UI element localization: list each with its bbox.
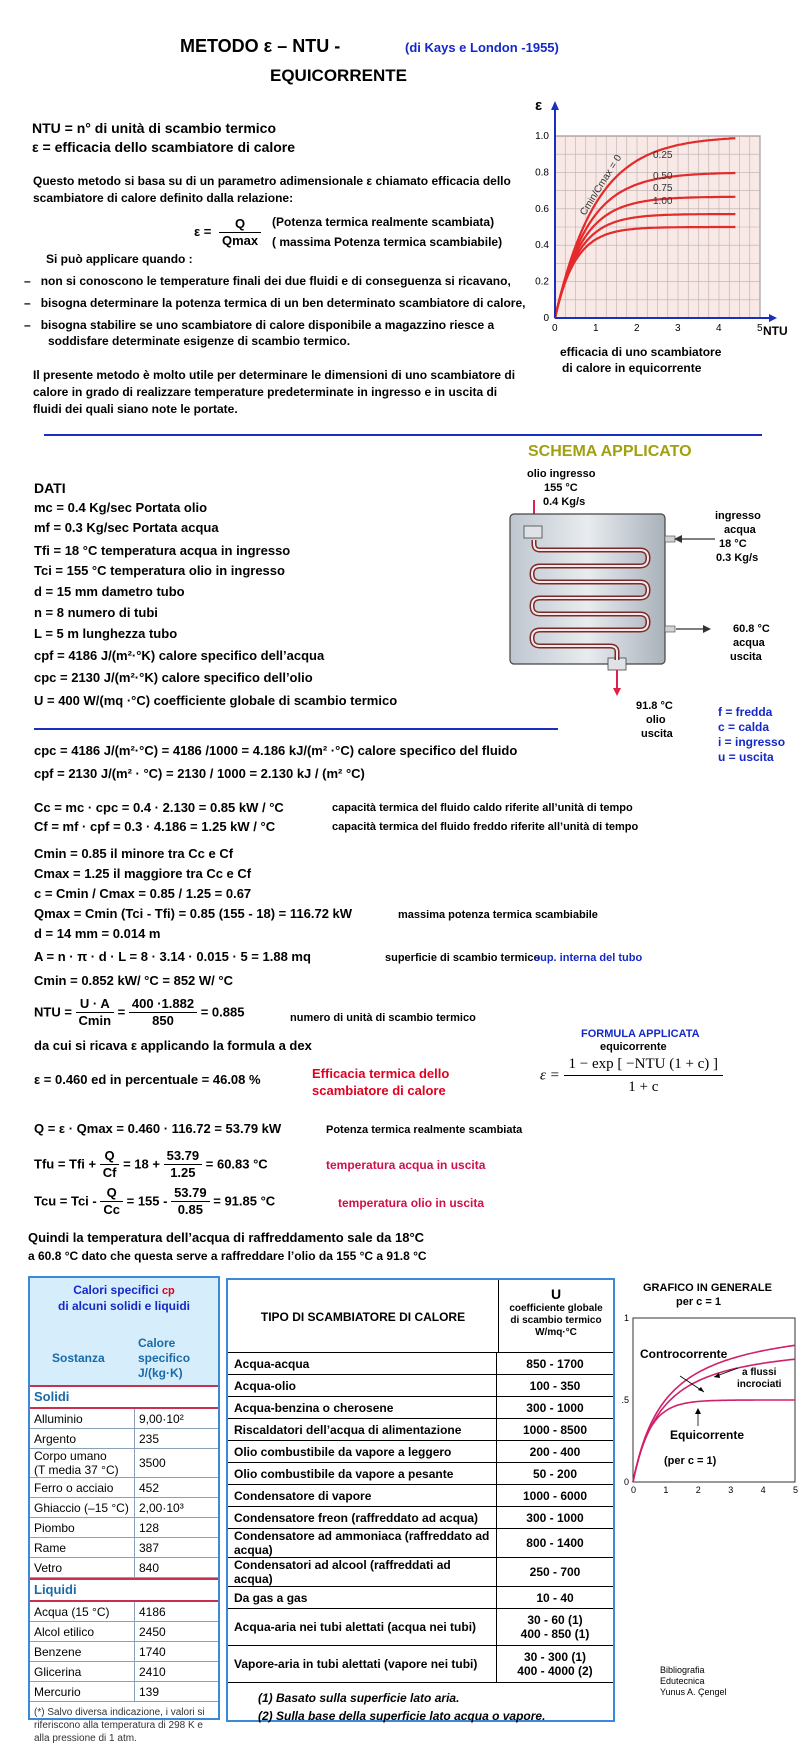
tfu-d2: 1.25 xyxy=(170,1165,196,1180)
c2-y-tick-label: 0 xyxy=(623,1477,629,1487)
sh-title-a: Calori specifici xyxy=(73,1283,159,1297)
row-label: Alcol etilico xyxy=(30,1622,135,1642)
row-value: 1000 - 6000 xyxy=(497,1485,614,1507)
biblio-l3: Yunus A. Çengel xyxy=(660,1687,727,1697)
legend-c: c = calda xyxy=(718,720,770,734)
schema-title: SCHEMA APPLICATO xyxy=(528,443,692,460)
c2-x-tick-label: 1 xyxy=(663,1485,669,1495)
row-label: Olio combustibile da vapore a leggero xyxy=(228,1441,497,1463)
bullet-2: – bisogna determinare la potenza termica di un ben determinato scambiatore di calore, xyxy=(24,296,526,310)
dati-row-1: mc = 0.4 Kg/sec Portata olio xyxy=(34,500,208,515)
ntu-definition: NTU = n° di unità di scambio termico xyxy=(32,120,277,136)
formula-title: FORMULA APPLICATA xyxy=(581,1028,700,1040)
row-label: Condensatore ad ammoniaca (raffreddato ad acqua) xyxy=(228,1529,497,1558)
tcu-mid: = 155 - xyxy=(126,1193,168,1209)
tfu-fd: Cf xyxy=(102,1165,117,1180)
oil-out-l1: 91.8 °C xyxy=(636,700,673,712)
bullet-3: – bisogna stabilire se uno scambiatore di calore disponibile a magazzino riesce a xyxy=(24,318,495,332)
dati-row-2: mf = 0.3 Kg/sec Portata acqua xyxy=(34,520,219,535)
applicable-label: Si può applicare quando : xyxy=(46,252,193,266)
sh-section-solids: Solidi xyxy=(30,1387,218,1409)
ntu-den1: Cmin xyxy=(78,1013,112,1028)
effectiveness-chart xyxy=(525,98,795,378)
calc-q-note: Potenza termica realmente scambiata xyxy=(326,1124,523,1136)
c2-x-tick-label: 4 xyxy=(760,1485,766,1495)
oil-in-l2: 155 °C xyxy=(544,482,578,494)
row-label: Acqua-acqua xyxy=(228,1353,497,1375)
formula-sub: equicorrente xyxy=(600,1041,667,1053)
sh-liquids-rows xyxy=(30,1602,218,1702)
efficacia-l1: Efficacia termica dello xyxy=(312,1066,450,1081)
row-value: 1740 xyxy=(135,1642,219,1662)
x-tick-label: 1 xyxy=(593,323,599,334)
calc-cmin2: Cmin = 0.852 kW/ °C = 852 W/ °C xyxy=(34,973,233,988)
row-label: Ghiaccio (–15 °C) xyxy=(30,1498,135,1518)
row-value: 2410 xyxy=(135,1662,219,1682)
row-value: 30 - 60 (1) 400 - 850 (1) xyxy=(497,1609,614,1646)
row-label: Ferro o acciaio xyxy=(30,1478,135,1498)
table-row xyxy=(228,1353,613,1375)
calc-cc-note: capacità termica del fluido caldo riferite all’unità di tempo xyxy=(332,802,633,814)
row-value: 387 xyxy=(135,1538,219,1558)
calc-area-note2: sup. interna del tubo xyxy=(534,952,643,964)
row-value: 30 - 300 (1) 400 - 4000 (2) xyxy=(497,1646,614,1683)
table-row xyxy=(30,1449,218,1478)
x-tick-label: 0 xyxy=(552,323,558,334)
tcu-n2: 53.79 xyxy=(171,1185,210,1202)
tfu-result: = 60.83 °C xyxy=(205,1156,268,1172)
bibliography xyxy=(660,1665,727,1698)
table-row xyxy=(30,1518,218,1538)
calc-cf: Cf = mf · cpf = 0.3 · 4.186 = 1.25 kW / °C xyxy=(34,819,276,834)
row-label: Condensatori ad alcool (raffreddati ad acqua) xyxy=(228,1558,497,1587)
sh-col-sostanza: Sostanza xyxy=(52,1351,105,1365)
calc-ntu xyxy=(34,996,244,1029)
calc-area-note: superficie di scambio termico xyxy=(385,952,541,964)
ut-note2: (2) Sulla base della superficie lato acqua o vapore. xyxy=(258,1709,546,1723)
sh-footnote: (*) Salvo diversa indicazione, i valori si riferiscono alla temperatura di 298 K e alla pressione di 1 atm. xyxy=(34,1707,205,1744)
calc-cf-note: capacità termica del fluido freddo riferite all’unità di tempo xyxy=(332,821,639,833)
ut-head-u-l4: W/mq·°C xyxy=(535,1327,577,1338)
dati-row-6: n = 8 numero di tubi xyxy=(34,605,158,620)
sh-solids-rows xyxy=(30,1409,218,1578)
c2-y-tick-label: 1 xyxy=(623,1313,629,1323)
series-label-c100: 1.00 xyxy=(653,196,673,207)
c2-x-tick-label: 3 xyxy=(728,1485,734,1495)
table-row xyxy=(228,1609,613,1646)
row-label: Riscaldatori dell’acqua di alimentazione xyxy=(228,1419,497,1441)
bullet-2-text: bisogna determinare la potenza termica di un ben determinato scambiatore di calore, xyxy=(40,296,526,310)
x-tick-label: 4 xyxy=(716,323,722,334)
ut-note1: (1) Basato sulla superficie lato aria. xyxy=(258,1691,460,1705)
calc-eps-result: ε = 0.460 ed in percentuale = 46.08 % xyxy=(34,1072,261,1087)
intro-para2-l2: calore in grado di realizzare temperature predeterminate in ingresso e in uscita di xyxy=(33,385,498,399)
page-type: EQUICORRENTE xyxy=(270,66,407,85)
legend-u: u = uscita xyxy=(718,750,774,764)
dati-row-10: U = 400 W/(mq ·°C) coefficiente globale di scambio termico xyxy=(34,693,398,708)
oil-in-l1: olio ingresso xyxy=(527,468,596,480)
dati-row-7: L = 5 m lunghezza tubo xyxy=(34,626,178,641)
row-label: Corpo umano (T media 37 °C) xyxy=(30,1449,135,1478)
row-value: 850 - 1700 xyxy=(497,1353,614,1375)
y-tick-label: 0.4 xyxy=(535,240,549,252)
tfu-n2: 53.79 xyxy=(164,1148,203,1165)
table-row xyxy=(30,1429,218,1449)
table-row xyxy=(228,1485,613,1507)
formula-den: 1 + c xyxy=(628,1079,659,1095)
general-chart xyxy=(618,1310,803,1510)
sh-section-liquids: Liquidi xyxy=(30,1578,218,1602)
calc-cc: Cc = mc · cpc = 0.4 · 2.130 = 0.85 kW / °C xyxy=(34,800,284,815)
water-in-l2: acqua xyxy=(724,524,756,536)
row-label: Acqua-aria nei tubi alettati (acqua nei tubi) xyxy=(228,1609,497,1646)
conclusion-l1: Quindi la temperatura dell’acqua di raffreddamento sale da 18°C xyxy=(28,1230,425,1245)
row-label: Condensatore freon (raffreddato ad acqua) xyxy=(228,1507,497,1529)
dati-row-9: cpc = 2130 J/(m²·°K) calore specifico dell’olio xyxy=(34,670,313,685)
page-subtitle: (di Kays e London -1955) xyxy=(405,40,559,55)
ntu-lhs: NTU = xyxy=(34,1004,72,1020)
table-row xyxy=(228,1507,613,1529)
tfu-lhs: Tfu = Tfi + xyxy=(34,1156,97,1172)
calc-qmax-note: massima potenza termica scambiabile xyxy=(398,909,598,921)
series-label-c025: 0.25 xyxy=(653,150,673,161)
table-row xyxy=(30,1409,218,1429)
water-in-l4: 0.3 Kg/s xyxy=(716,552,759,564)
chart-caption-l1: efficacia di uno scambiatore xyxy=(560,345,722,359)
chart2-label-cross-l1: a flussi xyxy=(742,1367,777,1378)
table-row xyxy=(30,1498,218,1518)
ut-head-u-l2: coefficiente globale xyxy=(509,1303,603,1314)
row-value: 50 - 200 xyxy=(497,1463,614,1485)
tcu-note: temperatura olio in uscita xyxy=(338,1196,485,1210)
calc-cmin: Cmin = 0.85 il minore tra Cc e Cf xyxy=(34,846,234,861)
divider-2 xyxy=(34,728,558,730)
tcu-d2: 0.85 xyxy=(177,1202,203,1217)
row-label: Condensatore di vapore xyxy=(228,1485,497,1507)
c2-x-tick-label: 0 xyxy=(631,1485,637,1495)
tfu-note: temperatura acqua in uscita xyxy=(326,1158,486,1172)
efficacia-l2: scambiatore di calore xyxy=(312,1083,446,1098)
eps-denominator-note: ( massima Potenza termica scambiabile) xyxy=(272,235,503,249)
u-coefficient-table xyxy=(226,1278,615,1722)
row-value: 4186 xyxy=(135,1602,219,1622)
chart-xlabel: NTU xyxy=(763,324,788,338)
series-label-c050: 0.50 xyxy=(653,171,673,182)
row-value: 2,00·10³ xyxy=(135,1498,219,1518)
conclusion-l2: a 60.8 °C dato che questa serve a raffreddare l’olio da 155 °C a 91.8 °C xyxy=(28,1249,427,1263)
row-label: Argento xyxy=(30,1429,135,1449)
formula-applicata xyxy=(540,1056,723,1096)
ut-rows xyxy=(228,1353,613,1683)
calc-q: Q = ε · Qmax = 0.460 · 116.72 = 53.79 kW xyxy=(34,1121,282,1136)
table-row xyxy=(30,1602,218,1622)
intro-para2-l3: fluidi dei quali siano note le portate. xyxy=(33,402,238,416)
ntu-result: = 0.885 xyxy=(200,1004,245,1020)
tcu-fn: Q xyxy=(100,1185,123,1202)
intro-para1-l2: scambiatore di calore definito dalla relazione: xyxy=(33,191,294,205)
exchanger-schema xyxy=(500,500,740,700)
row-value: 800 - 1400 xyxy=(497,1529,614,1558)
bullet-3-cont: soddisfare determinate esigenze di scambio termico. xyxy=(48,334,351,348)
calc-cpf: cpf = 2130 J/(m² · °C) = 2130 / 1000 = 2.130 kJ / (m² °C) xyxy=(34,766,365,781)
calc-area: A = n · π · d · L = 8 · 3.14 · 0.015 · 5 = 1.88 mq xyxy=(34,949,311,964)
calc-ntu-note: numero di unità di scambio termico xyxy=(290,1012,476,1024)
water-out-l1: 60.8 °C xyxy=(733,623,770,635)
tfu-mid: = 18 + xyxy=(123,1156,160,1172)
dati-row-5: d = 15 mm dametro tubo xyxy=(34,584,185,599)
chart-caption-l2: di calore in equicorrente xyxy=(562,361,702,375)
row-value: 3500 xyxy=(135,1449,219,1478)
chart2-title-l1: GRAFICO IN GENERALE xyxy=(643,1282,772,1294)
row-value: 100 - 350 xyxy=(497,1375,614,1397)
biblio-l2: Edutecnica xyxy=(660,1676,705,1686)
page-title: METODO ε – NTU - xyxy=(180,36,341,56)
water-in-l1: ingresso xyxy=(715,510,761,522)
oil-in-l3: 0.4 Kg/s xyxy=(543,496,586,508)
bullet-1: – non si conoscono le temperature finali dei due fluidi e di conseguenza si ricavano, xyxy=(24,274,511,288)
legend-i: i = ingresso xyxy=(718,735,786,749)
specific-heat-table xyxy=(28,1276,220,1744)
water-out-l3: uscita xyxy=(730,651,762,663)
ut-head-u: U xyxy=(550,1286,562,1302)
tcu-lhs: Tcu = Tci - xyxy=(34,1193,97,1209)
bullet-1-text: non si conoscono le temperature finali dei due fluidi e di conseguenza si ricavano, xyxy=(40,274,511,288)
row-value: 300 - 1000 xyxy=(497,1507,614,1529)
calc-c: c = Cmin / Cmax = 0.85 / 1.25 = 0.67 xyxy=(34,886,252,901)
chart2-label-co: Equicorrente xyxy=(670,1428,745,1442)
x-tick-label: 3 xyxy=(675,323,681,334)
table-row xyxy=(228,1397,613,1419)
intro-para2-l1: Il presente metodo è molto utile per determinare le dimensioni di uno scambiatore di xyxy=(33,368,516,382)
calc-cpc: cpc = 4186 J/(m²·°C) = 4186 /1000 = 4.186 kJ/(m² ·°C) calore specifico del fluido xyxy=(34,743,518,758)
row-value: 128 xyxy=(135,1518,219,1538)
sh-col2-l1: Calore xyxy=(138,1336,176,1350)
ut-head-type: TIPO DI SCAMBIATORE DI CALORE xyxy=(260,1310,466,1324)
chart2-title-l2: per c = 1 xyxy=(676,1296,721,1308)
row-label: Vetro xyxy=(30,1558,135,1578)
row-label: Rame xyxy=(30,1538,135,1558)
water-in-l3: 18 °C xyxy=(719,538,747,550)
series-label-c0: Cmin/Cmax = 0 xyxy=(578,153,625,218)
calc-cmax: Cmax = 1.25 il maggiore tra Cc e Cf xyxy=(34,866,252,881)
eps-lhs: ε = xyxy=(194,223,212,239)
row-value: 139 xyxy=(135,1682,219,1702)
c2-x-tick-label: 2 xyxy=(695,1485,701,1495)
formula-lhs: ε = xyxy=(540,1067,560,1084)
bullet-3-text: bisogna stabilire se uno scambiatore di calore disponibile a magazzino riesce a xyxy=(40,318,495,332)
dati-title: DATI xyxy=(34,480,66,496)
oil-out-l2: olio xyxy=(646,714,666,726)
table-row xyxy=(30,1478,218,1498)
chart2-label-cross-l2: incrociati xyxy=(737,1379,782,1390)
ntu-num1: U · A xyxy=(76,996,115,1013)
ntu-num2: 400 ·1.882 xyxy=(129,996,197,1013)
row-label: Mercurio xyxy=(30,1682,135,1702)
table-row xyxy=(228,1646,613,1683)
sh-col2-l2: specifico xyxy=(138,1351,191,1365)
row-value: 452 xyxy=(135,1478,219,1498)
eps-definition: ε = efficacia dello scambiatore di calore xyxy=(32,139,296,155)
x-tick-label: 2 xyxy=(634,323,640,334)
row-label: Da gas a gas xyxy=(228,1587,497,1609)
y-tick-label: 0.8 xyxy=(535,167,549,179)
eps-denominator: Qmax xyxy=(222,233,259,248)
row-label: Acqua-olio xyxy=(228,1375,497,1397)
row-label: Alluminio xyxy=(30,1409,135,1429)
dati-row-3: Tfi = 18 °C temperatura acqua in ingresso xyxy=(34,543,291,558)
y-tick-label: 0.2 xyxy=(535,276,549,288)
legend-f: f = fredda xyxy=(718,705,773,719)
table-row xyxy=(30,1682,218,1702)
row-value: 2450 xyxy=(135,1622,219,1642)
row-label: Glicerina xyxy=(30,1662,135,1682)
table-row xyxy=(228,1587,613,1609)
table-row xyxy=(228,1375,613,1397)
chart2-label-counter: Controcorrente xyxy=(640,1347,728,1361)
y-tick-label: 0.6 xyxy=(535,203,549,215)
row-value: 10 - 40 xyxy=(497,1587,614,1609)
dati-row-8: cpf = 4186 J/(m²·°K) calore specifico dell’acqua xyxy=(34,648,325,663)
water-out-l2: acqua xyxy=(733,637,765,649)
calc-d: d = 14 mm = 0.014 m xyxy=(34,926,161,941)
table-row xyxy=(228,1463,613,1485)
row-value: 840 xyxy=(135,1558,219,1578)
dati-row-4: Tci = 155 °C temperatura olio in ingresso xyxy=(34,563,285,578)
ntu-eq: = xyxy=(117,1004,126,1020)
calc-tcu xyxy=(34,1185,275,1218)
x-tick-label: 5 xyxy=(757,323,763,334)
sh-col2-l3: J/(kg·K) xyxy=(138,1366,183,1380)
table-row xyxy=(228,1529,613,1558)
divider-1 xyxy=(44,434,762,436)
sh-title-b: di alcuni solidi e liquidi xyxy=(57,1299,190,1313)
tfu-fn: Q xyxy=(100,1148,120,1165)
row-label: Olio combustibile da vapore a pesante xyxy=(228,1463,497,1485)
chart-ylabel: ε xyxy=(535,98,543,114)
eps-formula xyxy=(194,216,261,249)
row-label: Piombo xyxy=(30,1518,135,1538)
oil-out-l3: uscita xyxy=(641,728,673,740)
eps-numerator: Q xyxy=(219,216,261,233)
y-tick-label: 1.0 xyxy=(535,131,549,142)
row-value: 1000 - 8500 xyxy=(497,1419,614,1441)
row-label: Benzene xyxy=(30,1642,135,1662)
series-label-c075: 0.75 xyxy=(653,183,673,194)
table-row xyxy=(30,1642,218,1662)
formula-num: 1 − exp [ −NTU (1 + c) ] xyxy=(564,1056,724,1076)
row-value: 200 - 400 xyxy=(497,1441,614,1463)
calc-qmax: Qmax = Cmin (Tci - Tfi) = 0.85 (155 - 18) = 116.72 kW xyxy=(34,906,353,921)
c2-x-tick-label: 5 xyxy=(793,1485,799,1495)
table-row xyxy=(30,1538,218,1558)
row-label: Acqua-benzina o cherosene xyxy=(228,1397,497,1419)
row-label: Vapore-aria in tubi alettati (vapore nei tubi) xyxy=(228,1646,497,1683)
ntu-den2: 850 xyxy=(152,1013,174,1028)
table-row xyxy=(228,1441,613,1463)
chart2-label-c1: (per c = 1) xyxy=(664,1455,717,1467)
table-row xyxy=(30,1662,218,1682)
sh-title-cp: cp xyxy=(161,1285,175,1297)
row-value: 250 - 700 xyxy=(497,1558,614,1587)
ut-head-u-l3: di scambio termico xyxy=(510,1315,602,1326)
table-row xyxy=(30,1558,218,1578)
calc-tfu xyxy=(34,1148,268,1181)
table-row xyxy=(228,1558,613,1587)
tcu-fd: Cc xyxy=(103,1202,120,1217)
row-value: 300 - 1000 xyxy=(497,1397,614,1419)
row-value: 235 xyxy=(135,1429,219,1449)
tcu-result: = 91.85 °C xyxy=(213,1193,276,1209)
row-label: Acqua (15 °C) xyxy=(30,1602,135,1622)
y-tick-label: 0 xyxy=(543,313,549,324)
row-value: 9,00·10² xyxy=(135,1409,219,1429)
table-row xyxy=(30,1622,218,1642)
c2-y-tick-label: .5 xyxy=(621,1395,629,1405)
intro-para1-l1: Questo metodo si basa su di un parametro adimensionale ε chiamato efficacia dello xyxy=(33,174,511,188)
eps-numerator-note: (Potenza termica realmente scambiata) xyxy=(272,215,495,229)
biblio-l1: Bibliografia xyxy=(660,1665,705,1675)
table-row xyxy=(228,1419,613,1441)
calc-ricava: da cui si ricava ε applicando la formula a dex xyxy=(34,1038,312,1053)
